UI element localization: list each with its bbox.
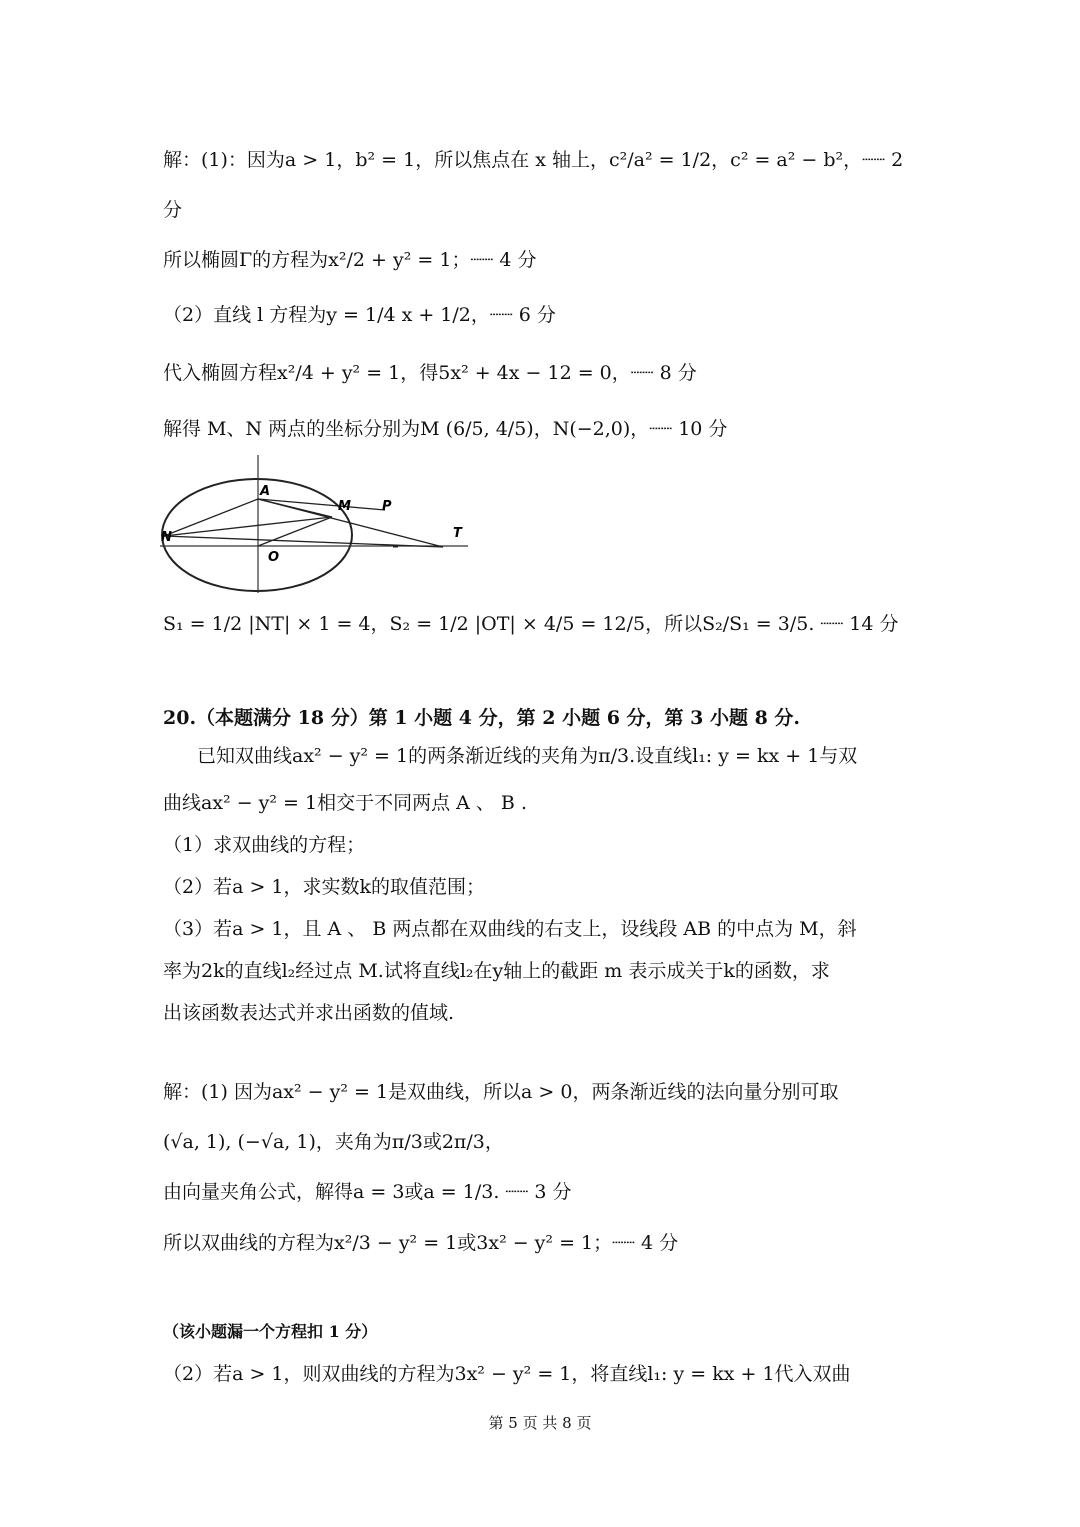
- problem-stem: 曲线ax² − y² = 1相交于不同两点 A 、 B .: [163, 792, 527, 814]
- line-NT: [164, 536, 443, 547]
- solution-line: 所以椭圆Γ的方程为x²/2 + y² = 1；┈┈ 4 分: [163, 249, 537, 271]
- label-A: A: [260, 484, 271, 499]
- question-3: 出该函数表达式并求出函数的值域.: [163, 1002, 455, 1024]
- ellipse-diagram: [160, 455, 470, 595]
- solution-line: （2）若a > 1，则双曲线的方程为3x² − y² = 1，将直线l₁: y = kx + 1代入双曲: [163, 1363, 851, 1385]
- ellipse: [162, 479, 352, 591]
- solution-line: 所以双曲线的方程为x²/3 − y² = 1或3x² − y² = 1；┈┈ 4 分: [163, 1232, 679, 1254]
- label-N: N: [161, 530, 172, 545]
- question-2: （2）若a > 1，求实数k的取值范围；: [163, 876, 486, 898]
- solution-line: (√a, 1), (−√a, 1)，夹角为π/3或2π/3，: [163, 1131, 504, 1153]
- question-3: （3）若a > 1，且 A 、 B 两点都在双曲线的右支上，设线段 AB 的中点为 M，斜: [163, 918, 857, 940]
- solution-line: 由向量夹角公式，解得a = 3或a = 1/3. ┈┈ 3 分: [163, 1181, 572, 1203]
- label-T: T: [453, 526, 462, 541]
- solution-line: S₁ = 1/2 |NT| × 1 = 4，S₂ = 1/2 |OT| × 4/5 = 12/5，所以S₂/S₁ = 3/5. ┈┈ 14 分: [163, 613, 899, 635]
- question-1: （1）求双曲线的方程；: [163, 834, 366, 856]
- grading-note: （该小题漏一个方程扣 1 分）: [163, 1322, 378, 1341]
- label-M: M: [338, 499, 351, 514]
- solution-line: 分: [163, 199, 183, 221]
- problem-stem: 已知双曲线ax² − y² = 1的两条渐近线的夹角为π/3.设直线l₁: y = kx + 1与双: [197, 745, 858, 767]
- problem-20-header: 20.（本题满分 18 分）第 1 小题 4 分，第 2 小题 6 分，第 3 小题 8 分.: [163, 707, 801, 729]
- question-3: 率为2k的直线l₂经过点 M.试将直线l₂在y轴上的截距 m 表示成关于k的函数，求: [163, 960, 830, 982]
- solution-line: 代入椭圆方程x²/4 + y² = 1，得5x² + 4x − 12 = 0，┈┈ 8 分: [163, 362, 697, 384]
- page-footer: 第 5 页 共 8 页: [488, 1414, 592, 1432]
- solution-line: 解：(1) 因为ax² − y² = 1是双曲线，所以a > 0，两条渐近线的法向量分别可取: [163, 1081, 839, 1103]
- solution-line: 解：(1)：因为a > 1，b² = 1，所以焦点在 x 轴上，c²/a² = 1/2，c² = a² − b²，┈┈ 2: [163, 149, 904, 171]
- label-P: P: [382, 499, 392, 514]
- label-O: O: [268, 550, 280, 565]
- solution-line: 解得 M、N 两点的坐标分别为M (6/5, 4/5)，N(−2,0)，┈┈ 10 分: [163, 418, 728, 440]
- solution-line: （2）直线 l 方程为y = 1/4 x + 1/2，┈┈ 6 分: [163, 304, 556, 326]
